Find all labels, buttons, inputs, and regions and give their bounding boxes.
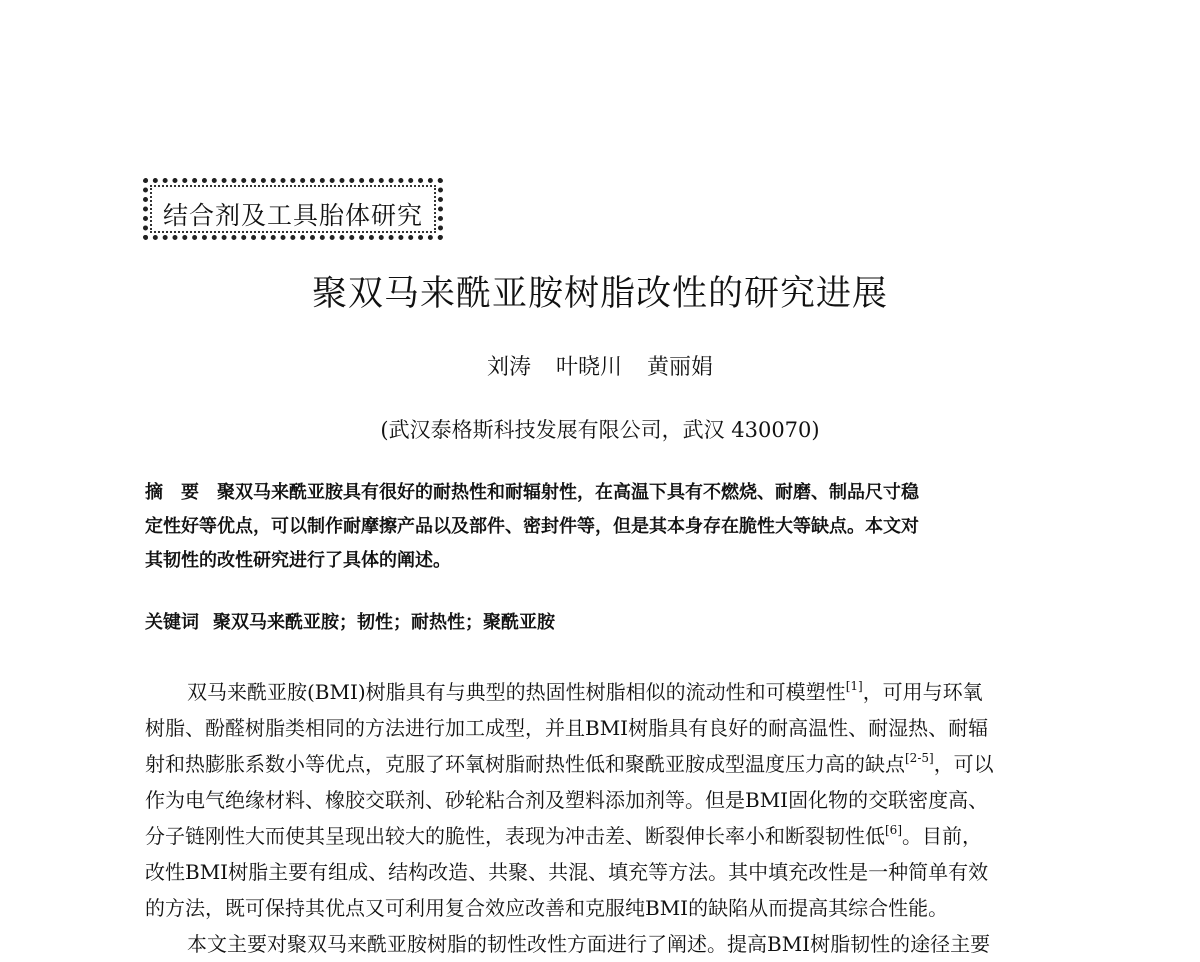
abstract-line: 其韧性的改性研究进行了具体的阐述。 [145, 550, 451, 571]
authors: 刘涛 叶晓川 黄丽娟 [487, 355, 713, 380]
abstract-label: 摘 要 [145, 482, 199, 503]
body-text-segment: 双马来酰亚胺(BMI)树脂具有与典型的热固性树脂相似的流动性和可模塑性 [187, 680, 846, 704]
keywords [145, 608, 1075, 638]
citation: [6] [885, 823, 902, 837]
abstract-line [145, 476, 1075, 510]
section-heading: 结合剂及工具胎体研究 [162, 201, 423, 230]
body-text-segment: ，可用与环氧 [862, 680, 983, 704]
body-line: 本文主要对聚双马来酰亚胺树脂的韧性改性方面进行了阐述。提高BMI树脂韧性的途径主要 [187, 932, 991, 956]
body-text-segment: 射和热膨胀系数小等优点，克服了环氧树脂耐热性低和聚酰亚胺成型温度压力高的缺点 [145, 752, 905, 776]
body-line [145, 818, 1075, 854]
body-line: 的方法，既可保持其优点又可利用复合效应改善和克服纯BMI的缺陷从而提高其综合性能。 [145, 896, 949, 920]
body-line: 改性BMI树脂主要有组成、结构改造、共聚、共混、填充等方法。其中填充改性是一种简单有效 [145, 860, 989, 884]
body-line: 树脂、酚醛树脂类相同的方法进行加工成型，并且BMI树脂具有良好的耐高温性、耐湿热、耐辐 [145, 716, 989, 740]
citation: [2-5] [905, 751, 934, 765]
keywords-text: 聚双马来酰亚胺；韧性；耐热性；聚酰亚胺 [213, 612, 555, 633]
body-text-segment: 分子链刚性大而使其呈现出较大的脆性，表现为冲击差、断裂伸长率小和断裂韧性低 [145, 824, 885, 848]
citation: [1] [845, 679, 863, 693]
body-text [145, 674, 1075, 962]
paper-title: 聚双马来酰亚胺树脂改性的研究进展 [311, 274, 888, 314]
abstract-text: 聚双马来酰亚胺具有很好的耐热性和耐辐射性，在高温下具有不燃烧、耐磨、制品尺寸稳 [217, 482, 919, 503]
keywords-label: 关键词 [145, 612, 199, 633]
section-heading-box [143, 178, 443, 240]
body-line: 作为电气绝缘材料、橡胶交联剂、砂轮粘合剂及塑料添加剂等。但是BMI固化物的交联密度高、 [145, 788, 989, 812]
body-text-segment: 。目前， [902, 824, 982, 848]
body-line [145, 674, 1075, 710]
affiliation: (武汉泰格斯科技发展有限公司，武汉 430070) [380, 418, 820, 442]
abstract-line: 定性好等优点，可以制作耐摩擦产品以及部件、密封件等，但是其本身存在脆性大等缺点。本文对 [145, 516, 919, 537]
body-text-segment: ，可以 [933, 752, 994, 776]
abstract [145, 476, 1075, 578]
body-line [145, 746, 1075, 782]
